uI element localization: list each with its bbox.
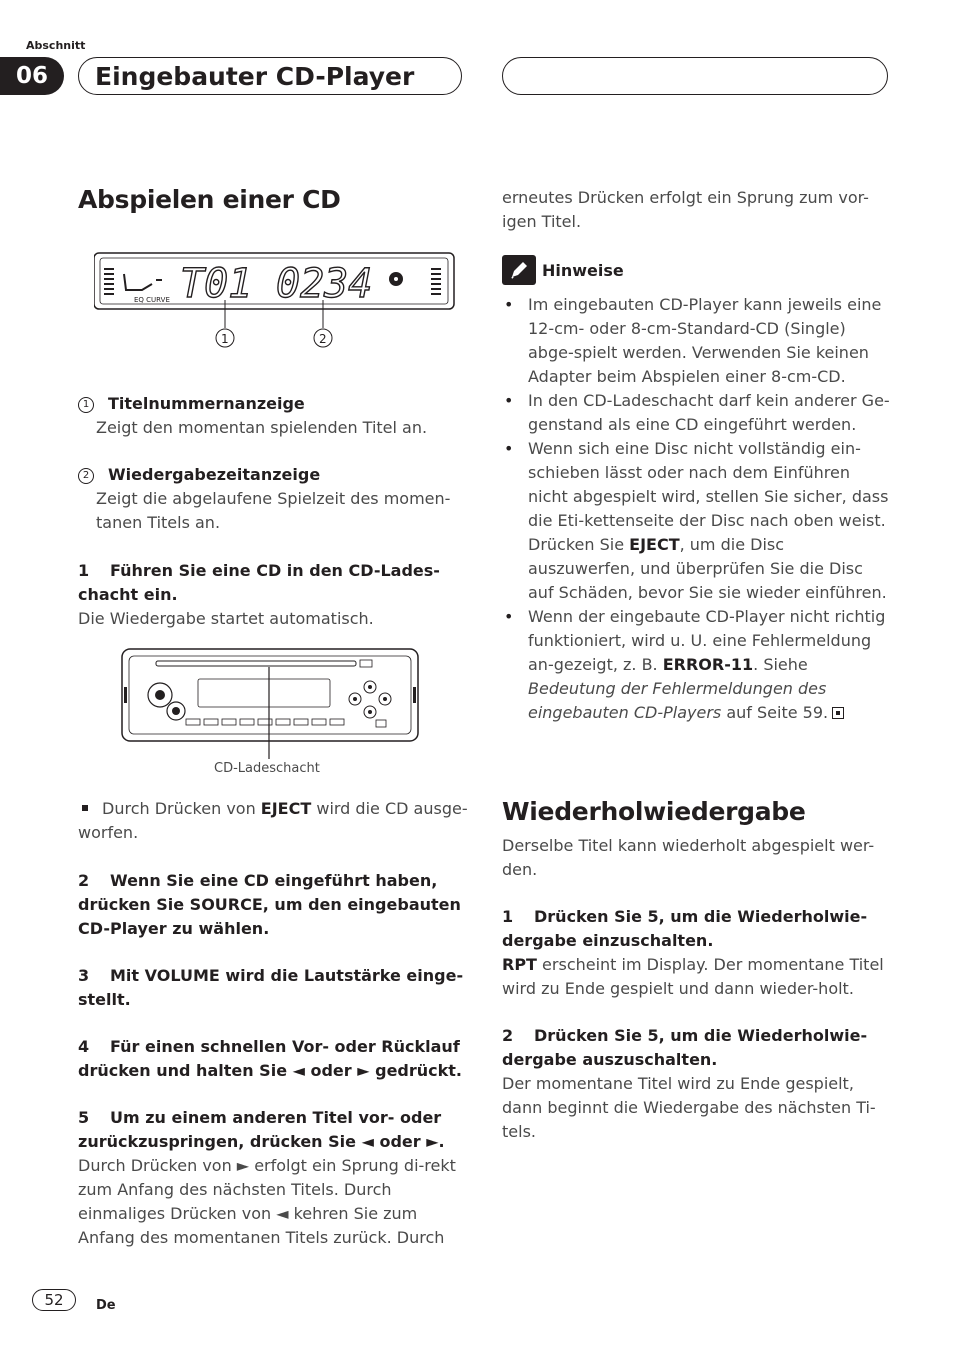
step-5-title-text: Um zu einem anderen Titel vor- oder zurückzuspringen, drücken Sie ◄ oder ►. xyxy=(78,1108,445,1151)
notes-list xyxy=(502,293,892,725)
right-column xyxy=(502,186,892,1144)
end-square-icon xyxy=(832,707,844,719)
step-4-number: 4 xyxy=(78,1037,90,1056)
callout-1: 1 xyxy=(221,332,229,346)
unit-display xyxy=(198,679,330,707)
repeat-step-2-title xyxy=(502,1024,892,1072)
section-label: Abschnitt xyxy=(26,39,86,52)
repeat-step-1 xyxy=(502,905,892,1001)
note-4-pre: Wenn der eingebaute CD-Player nicht richtig funktioniert, wird u. U. eine Fehlermeldung an-gezeigt, z. B. xyxy=(528,607,886,674)
section-title-text: Eingebauter CD-Player xyxy=(95,61,415,91)
rpt-key: RPT xyxy=(502,955,537,974)
page-number-text: 52 xyxy=(44,1291,64,1309)
step-5-body: Durch Drücken von ► erfolgt ein Sprung di-rekt zum Anfang des nächsten Titels. Durch einmaliges Drücken von ◄ kehren Sie zum Anfang des momentanen Titels zurück. Durch xyxy=(78,1156,456,1247)
eject-note-post: wird die CD ausge-worfen. xyxy=(78,799,468,842)
legend-item-1 xyxy=(78,392,468,440)
legend-title-text-2: Wiedergabezeitanzeige xyxy=(108,465,321,484)
legend-item-2 xyxy=(78,463,468,535)
step-1-title xyxy=(78,559,468,607)
repeat-step-1-body-text: erscheint im Display. Der momentane Titel wird zu Ende gespielt und dann wieder-holt. xyxy=(502,955,884,998)
note-4-italic: Bedeutung der Fehlermeldungen des eingebauten CD-Players xyxy=(528,679,827,722)
repeat-step-1-title-text: Drücken Sie 5, um die Wiederholwie-dergabe einzuschalten. xyxy=(502,907,868,950)
note-3-key: EJECT xyxy=(629,535,680,554)
repeat-step-2-number: 2 xyxy=(502,1026,514,1045)
preset-buttons xyxy=(186,719,344,725)
repeat-step-1-number: 1 xyxy=(502,907,514,926)
repeat-step-2 xyxy=(502,1024,892,1144)
lcd-display-figure xyxy=(94,252,456,362)
step-1-number: 1 xyxy=(78,561,90,580)
note-3-post: , um die Disc auszuwerfen, und überprüfen Sie die Disc auf Schäden, bevor Sie sie wieder einführen. xyxy=(528,535,887,602)
heading-wiederholwiedergabe: Wiederholwiedergabe xyxy=(502,797,806,826)
step-2-number: 2 xyxy=(78,871,90,890)
step-5-title xyxy=(78,1106,468,1154)
callout-2: 2 xyxy=(319,332,327,346)
note-item xyxy=(502,437,892,605)
step-3-number: 3 xyxy=(78,966,90,985)
notes-title: Hinweise xyxy=(542,260,624,280)
note-item xyxy=(502,605,892,725)
pencil-icon xyxy=(502,255,536,285)
step-2 xyxy=(78,869,468,941)
step-1-title-text: Führen Sie eine CD in den CD-Lades-chacht ein. xyxy=(78,561,440,604)
step-3-title-text: Mit VOLUME wird die Lautstärke einge-stellt. xyxy=(78,966,464,1009)
section-number: 06 xyxy=(0,57,64,95)
legend-desc-2: Zeigt die abgelaufene Spielzeit des momen-tanen Titels an. xyxy=(96,489,451,532)
legend-title-text-1: Titelnummernanzeige xyxy=(108,394,305,413)
note-item: • In den CD-Ladeschacht darf kein anderer Ge-genstand als eine CD eingeführt werden. xyxy=(502,389,892,437)
step-4-title-text: Für einen schnellen Vor- oder Rücklauf drücken und halten Sie ◄ oder ► gedrückt. xyxy=(78,1037,463,1080)
note-4-post: auf Seite 59. xyxy=(721,703,829,722)
head-unit-figure xyxy=(120,647,420,787)
eject-button xyxy=(360,660,372,667)
step-1-body: Die Wiedergabe startet automatisch. xyxy=(78,609,374,628)
eject-note xyxy=(78,797,468,845)
note-item: • Im eingebauten CD-Player kann jeweils eine 12-cm- oder 8-cm-Standard-CD (Single) abge-spielt werden. Verwenden Sie keinen Adapter beim Abspielen einer 8-cm-CD. xyxy=(502,293,892,389)
step-1 xyxy=(78,559,468,631)
language-code: De xyxy=(96,1298,116,1313)
heading-abspielen: Abspielen einer CD xyxy=(78,185,341,214)
repeat-step-2-body: Der momentane Titel wird zu Ende gespielt, dann beginnt die Wiedergabe des nächsten Ti-tels. xyxy=(502,1074,876,1141)
legend-title-1 xyxy=(78,392,468,416)
eject-note-pre: Durch Drücken von xyxy=(102,799,261,818)
legend-title-2 xyxy=(78,463,468,487)
repeat-step-2-title-text: Drücken Sie 5, um die Wiederholwie-dergabe auszuschalten. xyxy=(502,1026,868,1069)
device-caption: CD-Ladeschacht xyxy=(214,761,320,776)
empty-header-pill xyxy=(502,57,888,95)
legend-number-2: 2 xyxy=(78,468,94,484)
note-4-mid: . Siehe xyxy=(753,655,808,674)
time-digits: 0234 xyxy=(276,261,373,307)
note-4-key: ERROR-11 xyxy=(662,655,754,674)
release-button xyxy=(376,720,386,727)
left-column xyxy=(78,180,468,1250)
lcd-display-svg xyxy=(94,252,456,362)
notes-header xyxy=(502,255,892,285)
step-5 xyxy=(78,1106,468,1250)
step-3 xyxy=(78,964,468,1012)
eq-curve-label: EQ CURVE xyxy=(134,296,170,304)
note-3-pre: Wenn sich eine Disc nicht vollständig ein-schieben lässt oder nach dem Einführen nicht abgespielt wird, stellen Sie sicher, dass die Eti-kettenseite der Disc nach oben weist. Drücken Sie xyxy=(528,439,889,554)
repeat-intro: Derselbe Titel kann wiederholt abgespielt wer-den. xyxy=(502,836,875,879)
legend-desc-1: Zeigt den momentan spielenden Titel an. xyxy=(96,418,428,437)
note-square-icon xyxy=(82,805,88,811)
continuation-text: erneutes Drücken erfolgt ein Sprung zum vor-igen Titel. xyxy=(502,188,869,231)
legend-number-1: 1 xyxy=(78,397,94,413)
step-4 xyxy=(78,1035,468,1083)
cd-slot xyxy=(156,661,356,666)
eject-note-key: EJECT xyxy=(260,799,312,818)
repeat-step-1-body xyxy=(502,953,892,1001)
repeat-step-1-title xyxy=(502,905,892,953)
step-5-number: 5 xyxy=(78,1108,90,1127)
page-number xyxy=(32,1289,76,1311)
section-title xyxy=(78,57,462,95)
track-digits: T01 xyxy=(180,261,253,307)
step-2-title-text: Wenn Sie eine CD eingeführt haben, drücken Sie SOURCE, um den eingebauten CD-Player zu wählen. xyxy=(78,871,461,938)
